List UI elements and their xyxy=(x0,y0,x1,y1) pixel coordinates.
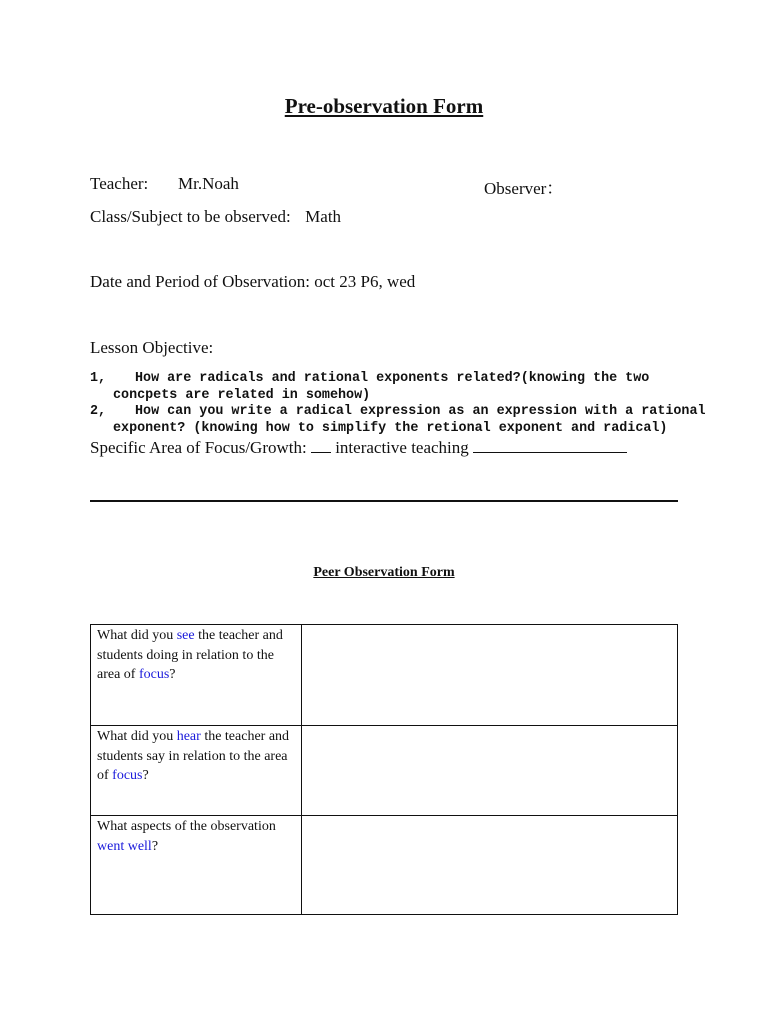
question-cell-hear xyxy=(91,726,302,816)
question-text: the teacher and students doing in relation to the area of xyxy=(97,628,283,682)
focus-field xyxy=(90,438,627,458)
observation-table xyxy=(90,624,678,915)
focus-value: interactive teaching xyxy=(335,438,469,457)
question-text: ? xyxy=(169,667,176,682)
question-keyword: went well xyxy=(97,838,152,854)
question-keyword: see xyxy=(176,628,195,643)
date-period-value: oct 23 P6, wed xyxy=(314,272,416,291)
question-cell-went-well xyxy=(91,816,302,915)
table-row xyxy=(91,726,678,816)
answer-cell-see[interactable] xyxy=(302,625,678,726)
question-keyword: focus xyxy=(112,768,143,783)
table-row xyxy=(91,625,678,726)
question-text: What aspects of the observation xyxy=(97,819,276,834)
focus-blank-left xyxy=(311,438,331,453)
observer-label: Observer： xyxy=(484,179,564,198)
objective-text-cont: exponent? (knowing how to simplify the retional exponent and radical) xyxy=(113,421,668,436)
focus-label: Specific Area of Focus/Growth: xyxy=(90,438,307,457)
section-divider xyxy=(90,500,678,502)
question-text: What did you xyxy=(97,628,177,643)
objective-text: How are radicals and rational exponents related?(knowing the two xyxy=(135,371,650,386)
date-period-field xyxy=(90,272,415,292)
question-text: ? xyxy=(142,768,149,783)
question-keyword: hear xyxy=(176,729,201,744)
objective-text-cont: concpets are related in somehow) xyxy=(113,388,371,403)
teacher-value: Mr.Noah xyxy=(178,174,239,193)
question-text: ? xyxy=(151,838,159,854)
page-title: Pre-observation Form xyxy=(284,94,484,118)
objective-number: 2, xyxy=(90,404,107,419)
question-cell-see xyxy=(91,625,302,726)
class-subject-field xyxy=(90,207,341,227)
answer-cell-went-well[interactable] xyxy=(302,816,678,915)
lesson-objective-label: Lesson Objective: xyxy=(90,338,214,357)
question-text: What did you xyxy=(97,729,177,744)
teacher-label: Teacher: xyxy=(90,174,149,193)
answer-cell-hear[interactable] xyxy=(302,726,678,816)
table-row xyxy=(91,816,678,915)
focus-blank-right xyxy=(473,438,627,453)
peer-form-title: Peer Observation Form xyxy=(313,565,455,580)
objective-number: 1, xyxy=(90,371,107,386)
objective-text: How can you write a radical expression as an expression with a rational xyxy=(135,404,706,419)
class-subject-value: Math xyxy=(305,207,342,226)
class-subject-label: Class/Subject to be observed: xyxy=(90,207,291,226)
question-keyword: focus xyxy=(138,667,170,682)
question-text: the teacher and students say in relation to the area of xyxy=(97,729,290,783)
date-period-label: Date and Period of Observation: xyxy=(90,272,310,291)
